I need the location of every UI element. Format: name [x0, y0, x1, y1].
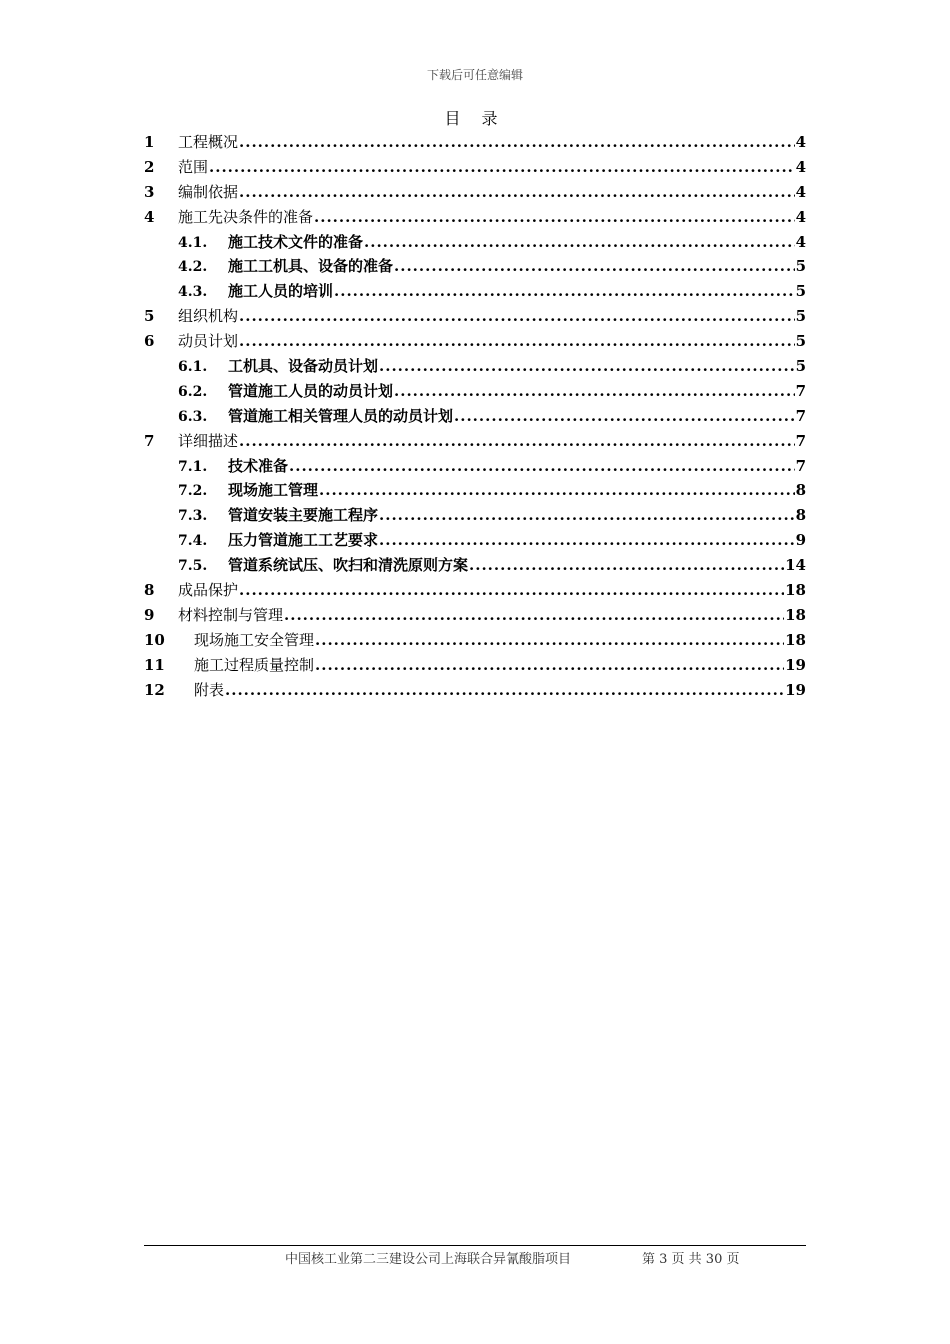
toc-entry[interactable] [144, 205, 806, 230]
toc-entry-title: 组织机构 [178, 307, 239, 326]
toc-entry-page: 7 [795, 431, 806, 450]
toc-entry-title: 施工技术文件的准备 [228, 232, 364, 251]
toc-dot-leader [239, 329, 795, 354]
toc-entry-number: 1 [144, 133, 155, 151]
toc-entry[interactable] [144, 553, 806, 578]
table-of-contents [144, 130, 806, 702]
toc-dot-leader [379, 528, 795, 553]
toc-entry-page: 7 [795, 406, 806, 425]
toc-entry-page: 5 [795, 307, 806, 326]
toc-entry-number: 6.3. [178, 408, 208, 425]
toc-entry-page: 9 [795, 531, 806, 550]
toc-entry-number: 7.5. [178, 558, 208, 575]
toc-entry-title: 现场施工安全管理 [194, 630, 315, 649]
toc-entry[interactable] [144, 678, 806, 703]
toc-dot-leader [314, 205, 795, 230]
toc-entry-number: 9 [144, 605, 155, 624]
toc-dot-leader [315, 628, 784, 653]
toc-entry-title: 工机具、设备动员计划 [228, 357, 379, 376]
toc-entry-title: 管道施工人员的动员计划 [228, 381, 394, 400]
toc-entry[interactable] [144, 279, 806, 304]
toc-entry[interactable] [144, 578, 806, 603]
toc-entry-page: 5 [795, 282, 806, 301]
toc-dot-leader [319, 478, 795, 503]
toc-entry-title: 管道安装主要施工程序 [228, 506, 379, 525]
toc-entry[interactable] [144, 653, 806, 678]
toc-dot-leader [315, 653, 784, 678]
footer-page-info: 第 3 页 共 30 页 [642, 1252, 740, 1267]
toc-entry-page: 18 [785, 605, 806, 624]
toc-entry-title: 施工过程质量控制 [194, 655, 315, 674]
toc-dot-leader [239, 578, 784, 603]
toc-dot-leader [239, 130, 795, 155]
toc-entry-page: 7 [795, 381, 806, 400]
toc-dot-leader [364, 230, 795, 255]
toc-entry-page: 4 [795, 157, 806, 176]
toc-entry-page: 18 [785, 630, 806, 649]
toc-entry-number: 8 [144, 581, 155, 600]
toc-dot-leader [225, 678, 784, 703]
toc-entry-number: 7.1. [178, 458, 208, 475]
toc-entry-title: 管道系统试压、吹扫和清洗原则方案 [228, 556, 469, 575]
toc-entry[interactable] [144, 304, 806, 329]
toc-entry-number: 7.4. [178, 533, 208, 550]
toc-entry-number: 3 [144, 182, 155, 201]
toc-entry-title: 施工工机具、设备的准备 [228, 257, 394, 276]
toc-dot-leader [469, 553, 784, 578]
toc-dot-leader [239, 180, 795, 205]
toc-entry-number: 2 [144, 157, 155, 176]
toc-entry-page: 19 [785, 680, 806, 699]
toc-entry[interactable] [144, 155, 806, 180]
toc-dot-leader [379, 354, 795, 379]
toc-dot-leader [394, 379, 795, 404]
toc-entry-title: 现场施工管理 [228, 481, 319, 500]
toc-entry-page: 5 [795, 357, 806, 376]
toc-entry-title: 范围 [178, 157, 209, 176]
toc-entry-number: 7 [144, 431, 155, 450]
toc-entry-number: 7.2. [178, 483, 208, 500]
toc-entry[interactable] [144, 528, 806, 553]
toc-entry-number: 7.3. [178, 508, 208, 525]
toc-entry-number: 4.3. [178, 284, 208, 301]
toc-entry-title: 施工人员的培训 [228, 282, 334, 301]
toc-entry[interactable] [144, 130, 806, 155]
toc-entry-title: 技术准备 [228, 456, 289, 475]
toc-entry-title: 施工先决条件的准备 [178, 207, 314, 226]
toc-entry-title: 管道施工相关管理人员的动员计划 [228, 406, 454, 425]
toc-entry-number: 4.1. [178, 234, 208, 251]
toc-entry-title: 附表 [194, 680, 225, 699]
toc-entry-page: 5 [795, 332, 806, 351]
toc-entry[interactable] [144, 379, 806, 404]
toc-entry-title: 材料控制与管理 [178, 605, 284, 624]
toc-entry-page: 8 [795, 481, 806, 500]
toc-entry-number: 10 [144, 630, 165, 649]
toc-entry-title: 详细描述 [178, 431, 239, 450]
footer-divider [144, 1245, 806, 1246]
toc-entry[interactable] [144, 429, 806, 454]
toc-entry[interactable] [144, 254, 806, 279]
toc-entry-page: 5 [795, 257, 806, 276]
toc-entry[interactable] [144, 603, 806, 628]
toc-entry[interactable] [144, 404, 806, 429]
toc-entry-number: 11 [144, 655, 165, 674]
toc-entry-page: 4 [795, 207, 806, 226]
toc-entry-page: 4 [795, 182, 806, 201]
toc-entry-page: 4 [795, 232, 806, 251]
toc-dot-leader [379, 503, 795, 528]
toc-dot-leader [239, 429, 795, 454]
toc-entry[interactable] [144, 354, 806, 379]
toc-entry-page: 7 [795, 456, 806, 475]
toc-entry[interactable] [144, 503, 806, 528]
toc-entry-title: 编制依据 [178, 182, 239, 201]
toc-entry[interactable] [144, 329, 806, 354]
toc-entry-number: 4.2. [178, 259, 208, 276]
toc-entry-page: 19 [785, 655, 806, 674]
toc-entry[interactable] [144, 478, 806, 503]
toc-entry-title: 动员计划 [178, 332, 239, 351]
toc-entry-page: 4 [795, 133, 806, 151]
toc-title: 目 录 [444, 109, 506, 128]
toc-entry[interactable] [144, 454, 806, 479]
toc-entry-title: 压力管道施工工艺要求 [228, 531, 379, 550]
toc-dot-leader [454, 404, 795, 429]
toc-entry-title: 成品保护 [178, 581, 239, 600]
toc-dot-leader [284, 603, 784, 628]
toc-entry-number: 6 [144, 332, 155, 351]
toc-entry-page: 18 [785, 581, 806, 600]
footer-company: 中国核工业第二三建设公司上海联合异氰酸脂项目 [285, 1252, 572, 1267]
toc-dot-leader [394, 254, 795, 279]
toc-entry[interactable] [144, 180, 806, 205]
toc-entry-number: 5 [144, 307, 155, 326]
toc-entry[interactable] [144, 628, 806, 653]
toc-entry-number: 4 [144, 207, 155, 226]
toc-entry-page: 8 [795, 506, 806, 525]
toc-dot-leader [209, 155, 795, 180]
page-header: 下载后可任意编辑 [426, 68, 523, 82]
toc-entry-number: 12 [144, 680, 165, 699]
toc-entry-number: 6.1. [178, 359, 208, 376]
toc-entry-title: 工程概况 [178, 133, 239, 151]
toc-entry-page: 14 [785, 556, 806, 575]
toc-entry-number: 6.2. [178, 383, 208, 400]
toc-dot-leader [289, 454, 795, 479]
toc-dot-leader [239, 304, 795, 329]
toc-dot-leader [334, 279, 795, 304]
toc-entry[interactable] [144, 230, 806, 255]
